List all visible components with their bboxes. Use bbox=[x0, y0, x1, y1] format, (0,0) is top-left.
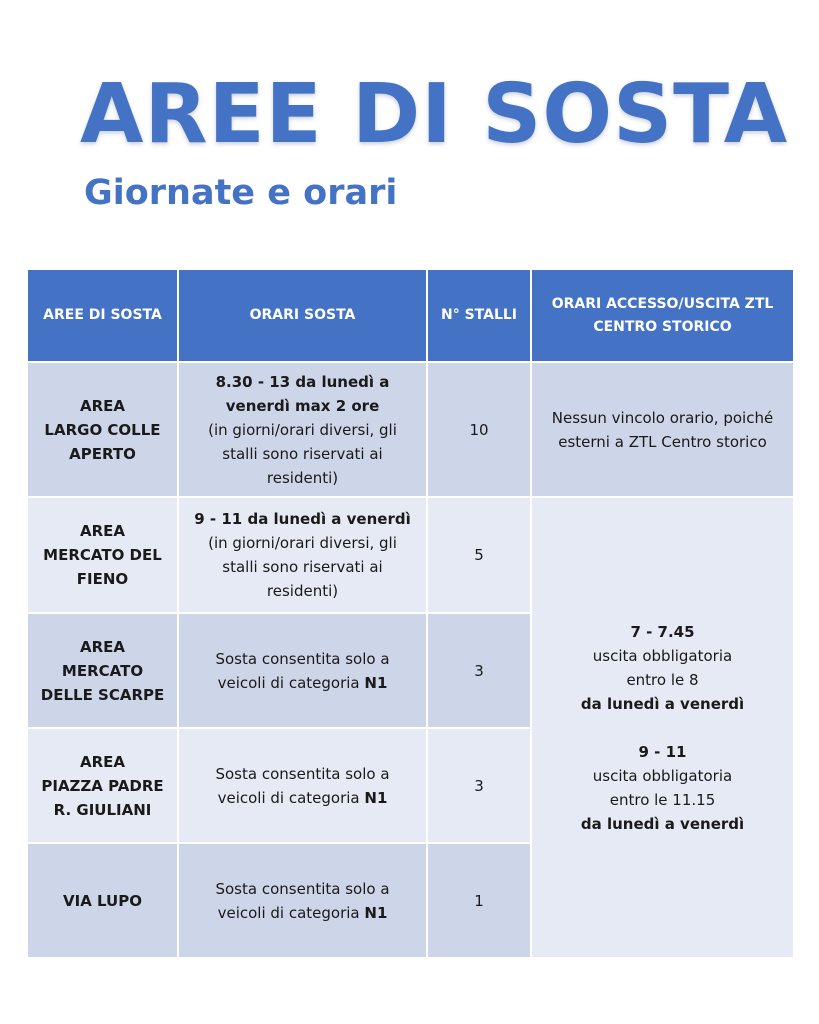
accesso-cell: Nessun vincolo orario, poiché esterni a ZTL Centro storico bbox=[531, 362, 794, 497]
column-header-stalli: N° STALLI bbox=[427, 269, 531, 362]
stalli-count-cell: 1 bbox=[427, 843, 531, 958]
area-name-cell: AREA MERCATO DELLE SCARPE bbox=[27, 613, 178, 728]
page-subtitle: Giornate e orari bbox=[84, 173, 398, 213]
stalli-count-cell: 5 bbox=[427, 497, 531, 613]
column-header-accesso: ORARI ACCESSO/USCITA ZTL CENTRO STORICO bbox=[531, 269, 794, 362]
column-header-orari: ORARI SOSTA bbox=[178, 269, 427, 362]
stalli-count-cell: 3 bbox=[427, 728, 531, 843]
stalli-count-cell: 10 bbox=[427, 362, 531, 497]
area-name-cell: AREA LARGO COLLE APERTO bbox=[27, 362, 178, 497]
table-header-row bbox=[27, 269, 794, 362]
table-row bbox=[27, 497, 794, 613]
area-name-cell: AREA MERCATO DEL FIENO bbox=[27, 497, 178, 613]
column-header-aree: AREE DI SOSTA bbox=[27, 269, 178, 362]
orari-sosta-cell: Sosta consentita solo a veicoli di categoria N1 bbox=[178, 728, 427, 843]
parking-table bbox=[26, 268, 795, 959]
page-title: AREE DI SOSTA bbox=[80, 67, 789, 162]
area-name-cell: AREA PIAZZA PADRE R. GIULIANI bbox=[27, 728, 178, 843]
orari-sosta-cell: 8.30 - 13 da lunedì a venerdì max 2 ore (in giorni/orari diversi, gli stalli sono riservati ai residenti) bbox=[178, 362, 427, 497]
area-name-cell: VIA LUPO bbox=[27, 843, 178, 958]
orari-sosta-cell: Sosta consentita solo a veicoli di categoria N1 bbox=[178, 613, 427, 728]
orari-sosta-cell: 9 - 11 da lunedì a venerdì (in giorni/orari diversi, gli stalli sono riservati ai residenti) bbox=[178, 497, 427, 613]
table-row bbox=[27, 362, 794, 497]
accesso-merged-cell: 7 - 7.45 uscita obbligatoria entro le 8 da lunedì a venerdì 9 - 11 uscita obbligatoria entro le 11.15 da lunedì a venerdì bbox=[531, 497, 794, 958]
stalli-count-cell: 3 bbox=[427, 613, 531, 728]
orari-sosta-cell: Sosta consentita solo a veicoli di categoria N1 bbox=[178, 843, 427, 958]
